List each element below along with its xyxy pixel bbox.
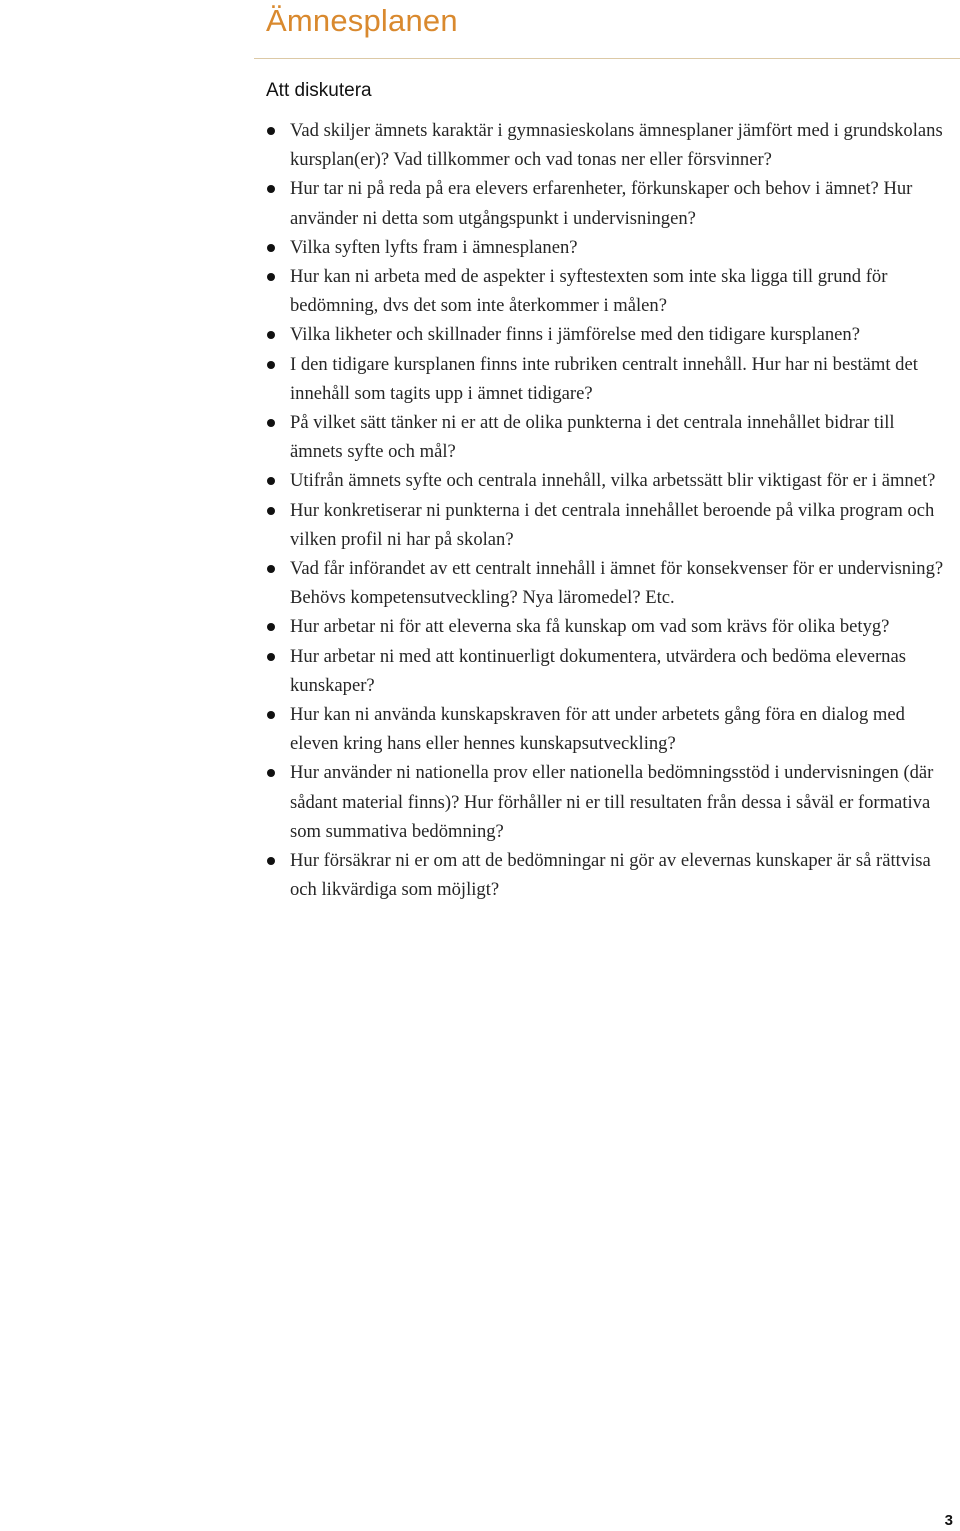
question-text: Hur använder ni nationella prov eller nationella bedömningsstöd i undervisningen (där sådant material finns)? Hur förhåller ni er till resultaten från dessa i såväl er formativa som summativa bedömning? (290, 762, 934, 842)
bullet-icon (267, 273, 275, 281)
bullet-icon (267, 419, 275, 427)
question-text: Hur arbetar ni med att kontinuerligt dokumentera, utvärdera och bedöma elevernas kunskaper? (290, 645, 906, 696)
question-text: I den tidigare kursplanen finns inte rubriken centralt innehåll. Hur har ni bestämt det innehåll som tagits upp i ämnet tidigare? (290, 353, 918, 404)
list-item (266, 612, 950, 641)
list-item (266, 846, 950, 904)
list-item (266, 642, 950, 700)
question-text: Utifrån ämnets syfte och centrala innehåll, vilka arbetssätt blir viktigast för er i ämnet? (290, 470, 936, 492)
bullet-icon (267, 565, 275, 573)
bullet-icon (267, 127, 275, 135)
list-item (266, 700, 950, 758)
bullet-icon (267, 857, 275, 865)
question-text: Hur kan ni arbeta med de aspekter i syftestexten som inte ska ligga till grund för bedömning, dvs det som inte återkommer i målen? (290, 266, 888, 317)
bullet-icon (267, 361, 275, 369)
question-text: Hur konkretiserar ni punkterna i det centrala innehållet beroende på vilka program och vilken profil ni har på skolan? (290, 499, 935, 550)
list-item (266, 466, 950, 495)
bullet-icon (267, 477, 275, 485)
list-item (266, 408, 950, 466)
list-item (266, 320, 950, 349)
page-number: 3 (944, 1512, 953, 1529)
header-divider (254, 58, 960, 59)
question-text: Hur tar ni på reda på era elevers erfarenheter, förkunskaper och behov i ämnet? Hur använder ni detta som utgångspunkt i undervisningen? (290, 178, 913, 229)
list-item (266, 350, 950, 408)
bullet-icon (267, 185, 275, 193)
bullet-icon (267, 711, 275, 719)
discussion-question-list (266, 116, 950, 904)
list-item (266, 262, 950, 320)
page-title: Ämnesplanen (266, 3, 458, 38)
list-item (266, 758, 950, 846)
question-text: Vilka likheter och skillnader finns i jämförelse med den tidigare kursplanen? (290, 324, 860, 346)
bullet-icon (267, 623, 275, 631)
question-text: Vad skiljer ämnets karaktär i gymnasieskolans ämnesplaner jämfört med i grundskolans kursplan(er)? Vad tillkommer och vad tonas ner eller försvinner? (290, 120, 943, 171)
bullet-icon (267, 331, 275, 339)
section-heading: Att diskutera (266, 80, 372, 101)
bullet-icon (267, 507, 275, 515)
list-item (266, 233, 950, 262)
bullet-icon (267, 653, 275, 661)
question-text: Hur kan ni använda kunskapskraven för att under arbetets gång föra en dialog med eleven kring hans eller hennes kunskapsutveckling? (290, 704, 905, 755)
bullet-icon (267, 769, 275, 777)
list-item (266, 554, 950, 612)
list-item (266, 116, 950, 174)
page-header (0, 0, 960, 62)
question-text: På vilket sätt tänker ni er att de olika punkterna i det centrala innehållet bidrar till ämnets syfte och mål? (290, 412, 895, 463)
list-item (266, 496, 950, 554)
question-text: Hur försäkrar ni er om att de bedömningar ni gör av elevernas kunskaper är så rättvisa och likvärdiga som möjligt? (290, 850, 931, 901)
bullet-icon (267, 244, 275, 252)
list-item (266, 174, 950, 232)
question-text: Vad får införandet av ett centralt innehåll i ämnet för konsekvenser för er undervisning? Behövs kompetensutveckling? Nya läromedel? Etc. (290, 558, 944, 609)
question-text: Vilka syften lyfts fram i ämnesplanen? (290, 236, 578, 258)
question-text: Hur arbetar ni för att eleverna ska få kunskap om vad som krävs för olika betyg? (290, 616, 890, 638)
